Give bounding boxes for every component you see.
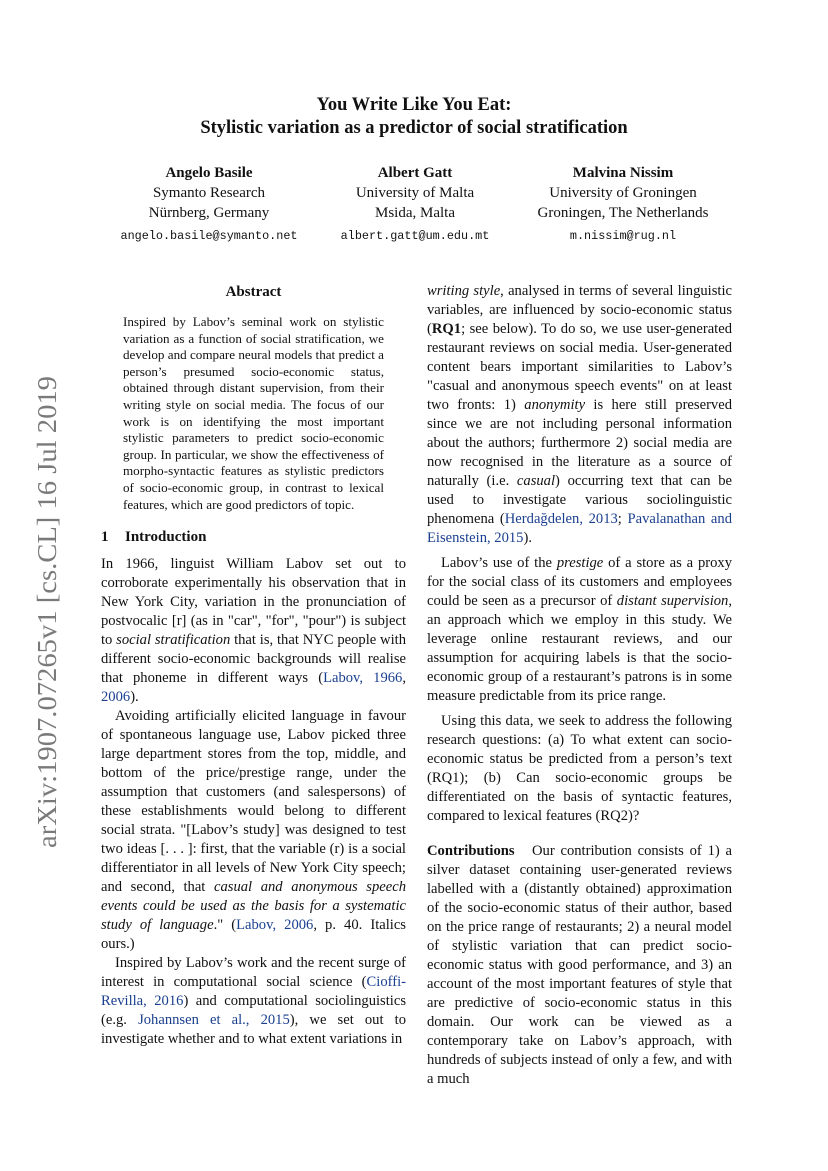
author-block [300,163,530,249]
citation-link[interactable]: 2006 [101,689,131,706]
author-affiliation: University of Groningen [549,185,697,201]
paragraph-heading: Contributions [427,843,515,859]
author-email[interactable]: m.nissim@rug.nl [569,229,677,243]
intro-paragraph [101,954,406,1049]
emphasis-text: casual [516,473,556,489]
text-run: of a store as a proxy for the social class of its customers and employees could be seen as a precursor of [427,555,732,609]
research-question-label: RQ1 [431,321,462,337]
text-run: Avoiding artificially elicited language in favour of spontaneous language use, Labov picked three large department stores from the top, middle, and bottom of the price/prestige range, under the assumption that customers (and salespersons) of these establishments would belong to different social strata. "[Labov’s study] was designed to test two ideas [. . . ]: first, that the variable (r) is a social differentiator in all levels of New York City speech; and second, that [101,708,406,896]
text-run: ) occurring text that can be used to investigate various sociolinguistic phenomena ( [427,473,732,527]
title-line-1: You Write Like You Eat: [316,95,512,115]
emphasis-text: anonymity [524,397,586,413]
citation-link[interactable]: Johannsen et al., 2015 [138,1012,290,1029]
author-location: Groningen, The Netherlands [537,205,709,221]
left-column [101,282,406,1049]
body-paragraph [427,282,732,548]
emphasis-text: prestige [556,555,604,571]
section-title: Introduction [125,529,207,546]
text-run: ). [523,530,532,546]
author-name: Angelo Basile [165,165,253,181]
section-heading-introduction [101,527,406,547]
emphasis-text: distant supervision [616,593,729,609]
author-location: Msida, Malta [375,205,455,221]
text-run: ). [130,689,139,706]
author-location: Nürnberg, Germany [148,205,270,221]
contributions-paragraph [427,842,732,1089]
text-run: , analysed in terms of several linguistic variables, are influenced by socio-economic status ( [427,283,732,337]
author-email[interactable]: angelo.basile@symanto.net [120,229,298,243]
emphasis-text: social stratification [116,632,231,649]
text-run: is here still preserved since we are not including personal information about the authors; furthermore 2) social media are now recognised in the literature as a source of naturally (i.e. [427,397,732,489]
text-run: , an approach which we employ in this study. We leverage online restaurant reviews, and our assumption for acquiring labels is that the socio-economic group of a restaurant’s patrons is in some measure predictable from its price range. [427,593,733,704]
author-email[interactable]: albert.gatt@um.edu.mt [340,229,490,243]
text-run: ) and computational sociolinguistics (e.g. [101,993,406,1029]
author-name: Malvina Nissim [572,165,674,181]
paper-title [0,94,828,140]
text-run: Labov’s use of the [441,555,557,571]
emphasis-text: casual and anonymous speech events could be used as the basis for a systematic study of language [101,879,407,934]
right-column [427,282,732,1089]
intro-paragraph [101,555,406,707]
title-line-2: Stylistic variation as a predictor of social stratification [200,118,628,138]
body-paragraph [427,554,732,706]
emphasis-text: writing style [427,283,501,299]
body-paragraph: Using this data, we seek to address the following research questions: (a) To what extent can socio-economic status be predicted from a person’s text (RQ1); (b) Can socio-economic groups be differentiated on the basis of syntactic features, compared to lexical features (RQ2)? [427,713,732,824]
author-affiliation: Symanto Research [152,185,266,201]
text-run: ; see below). To do so, we use user-generated restaurant reviews on social media. User-generated content bears important similarities to Labov’s "casual and anonymous speech events" on at least two fronts: 1) [427,321,732,413]
author-affiliation: University of Malta [355,185,475,201]
text-run: , [402,670,406,687]
text-run: that is, that NYC people with different socio-economic backgrounds will realise that phoneme in different ways ( [101,632,406,687]
text-run: , p. 40. Italics ours.) [101,917,406,953]
arxiv-identifier-stamp [18,370,68,850]
author-name: Albert Gatt [377,165,453,181]
intro-paragraph [101,707,406,954]
arxiv-stamp-text: arXiv:1907.07265v1 [cs.CL] 16 Jul 2019 [32,402,62,848]
abstract-heading: Abstract [225,284,282,300]
citation-link[interactable]: Herdağdelen, 2013 [504,511,618,527]
author-block [508,163,738,249]
citation-link[interactable]: Labov, 2006 [236,917,314,934]
text-run: Our contribution consists of 1) a silver dataset containing user-generated reviews labelled with a (distantly obtained) approximation of the socio-economic status of their author, based on the price range of restaurants; 2) a neural model of stylistic variation that can predict socio-economic status with good performance, and 3) an account of the most important features of style that are predictive of socio-economic status in this domain. Our work can be viewed as a contemporary take on Labov’s approach, with hundreds of subjects instead of only a few, and with a much [427,843,732,1087]
text-run: In 1966, linguist William Labov set out to corroborate experimentally his observation that in New York City, variation in the pronunciation of postvocalic [r] (as in "car", "for", "pour") is subject to [101,556,406,649]
abstract-text: Inspired by Labov’s seminal work on stylistic variation as a function of social stratification, we develop and compare neural models that predict a person’s presumed socio-economic status, obtained through distant supervision, from their writing style on social media. The focus of our work is on identifying the most important stylistic parameters to predict socio-economic group. In particular, we show the effectiveness of morpho-syntactic features as stylistic predictors of socio-economic group, in contrast to lexical features, which are good predictors of topic. [123,314,384,512]
text-run: ; [617,511,628,527]
text-run: ), we set out to investigate whether and to what extent variations in [101,1012,406,1048]
citation-link[interactable]: Labov, 1966 [323,670,403,687]
text-run: Inspired by Labov’s work and the recent surge of interest in computational social science ( [101,955,406,991]
section-number: 1 [101,529,109,546]
citation-link[interactable]: Cioffi-Revilla, 2016 [101,974,406,1010]
author-block [94,163,324,249]
text-run: ." ( [213,917,237,934]
citation-link[interactable]: Pavalanathan and Eisenstein, 2015 [427,511,732,546]
